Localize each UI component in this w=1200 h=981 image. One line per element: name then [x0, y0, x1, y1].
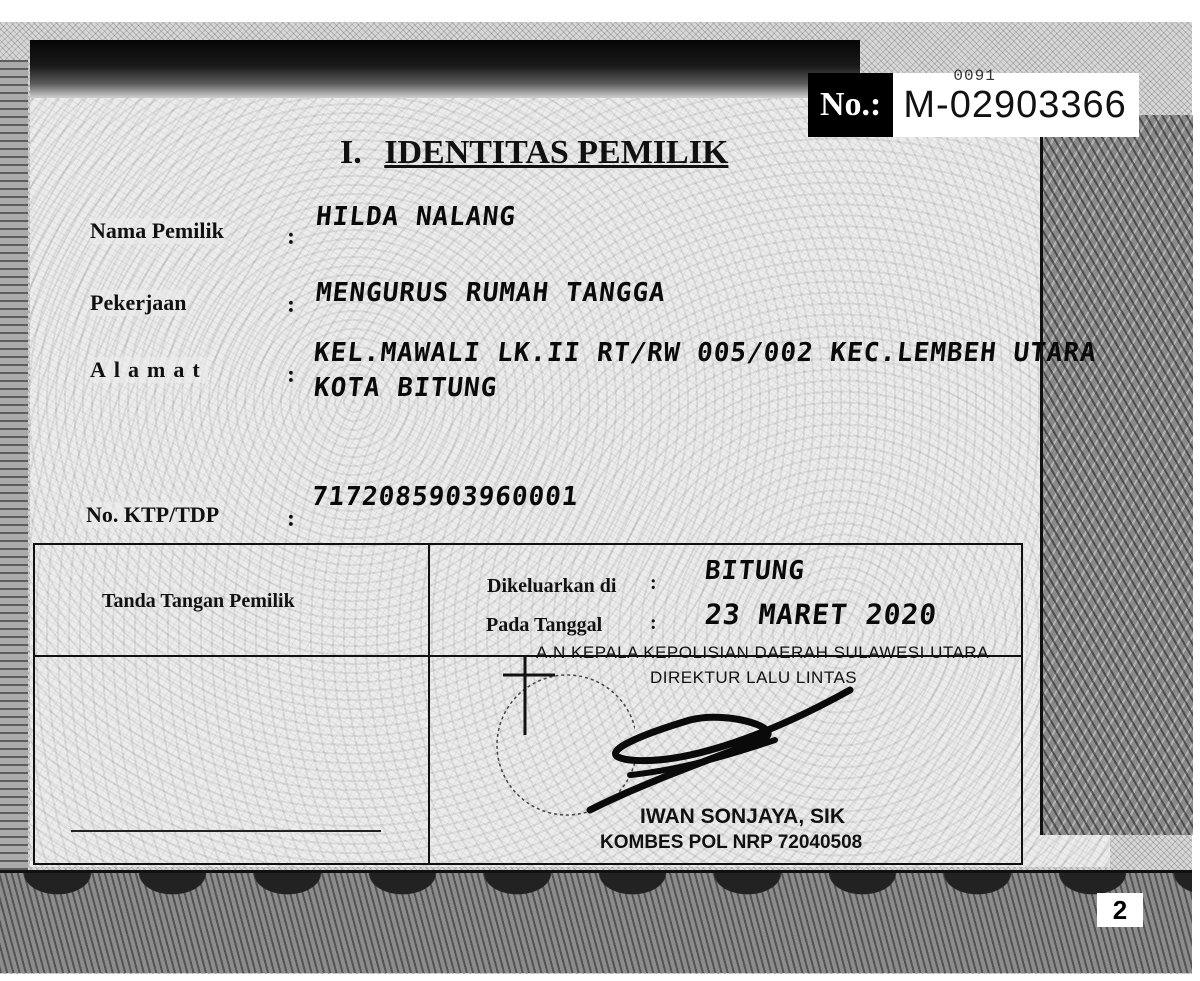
official-signature-icon [570, 680, 890, 820]
id-number-value: 7172085903960001 [310, 482, 581, 512]
document-number-box [808, 67, 1139, 137]
owner-name-value: HILDA NALANG [314, 202, 518, 232]
owner-signature-label: Tanda Tangan Pemilik [102, 590, 295, 612]
address-label: Alamat [90, 357, 208, 382]
address-colon: : [287, 362, 295, 388]
issued-at-value: BITUNG [703, 556, 807, 586]
address-value-line2: KOTA BITUNG [312, 373, 499, 403]
issued-at-colon: : [650, 572, 657, 594]
table-divider-vertical [428, 545, 430, 863]
section-number: I. [340, 134, 362, 171]
document-number-label: No.: [808, 73, 893, 137]
section-title [340, 134, 728, 172]
document-number-text: M-02903366 [903, 83, 1127, 126]
issue-date-value: 23 MARET 2020 [703, 598, 939, 631]
bottom-guilloche-border [0, 870, 1192, 973]
issue-date-label: Pada Tanggal [486, 614, 603, 636]
top-dark-band [30, 40, 860, 98]
occupation-label: Pekerjaan [90, 290, 187, 315]
document-number-annotation: 0091 [953, 67, 996, 85]
official-name: IWAN SONJAYA, SIK [640, 805, 846, 828]
page-number-badge: 2 [1097, 893, 1143, 927]
owner-name-colon: : [287, 224, 295, 250]
director-line: DIREKTUR LALU LINTAS [650, 668, 858, 687]
right-guilloche-border [1040, 115, 1193, 835]
occupation-value: MENGURUS RUMAH TANGGA [314, 278, 668, 308]
issue-date-colon: : [650, 612, 657, 634]
id-number-colon: : [287, 506, 295, 532]
address-value-line1: KEL.MAWALI LK.II RT/RW 005/002 KEC.LEMBEH UTARA [312, 338, 1099, 368]
authority-line: A.N KEPALA KEPOLISIAN DAERAH SULAWESI UTARA [536, 643, 989, 662]
left-guilloche-border [0, 60, 28, 870]
document-number-value [893, 67, 1138, 137]
issued-at-label: Dikeluarkan di [487, 575, 617, 597]
owner-name-label: Nama Pemilik [90, 218, 224, 243]
owner-signature-line [71, 830, 381, 832]
section-title-text: IDENTITAS PEMILIK [384, 134, 729, 171]
occupation-colon: : [287, 292, 295, 318]
id-number-label: No. KTP/TDP [86, 502, 220, 527]
official-rank: KOMBES POL NRP 72040508 [600, 832, 863, 853]
